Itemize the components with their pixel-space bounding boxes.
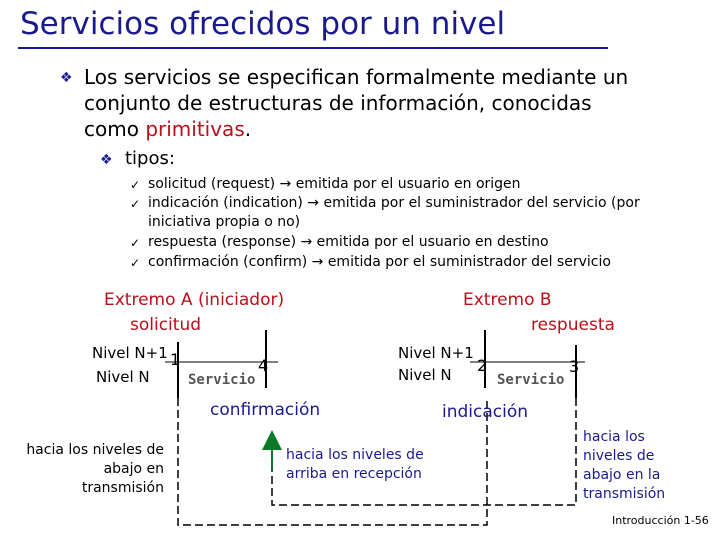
nivel-n-label-a: Nivel N [96,368,150,386]
item-respuesta: respuesta (response) → emitida por el usuario en destino [148,234,549,250]
left-note [22,441,164,498]
mid-note-line-1: hacia los niveles de [286,447,424,463]
step-2-label: 2 [477,356,488,375]
step-3-label: 3 [569,357,580,376]
right-note [583,428,665,504]
nivel-n1-label-a: Nivel N+1 [92,344,168,362]
intro-line-2: conjunto de estructuras de información, conocidas [84,91,592,115]
left-note-line-2: abajo en [103,461,164,477]
left-note-line-1: hacia los niveles de [26,442,164,458]
mid-note-line-2: arriba en recepción [286,466,422,482]
confirmacion-label: confirmación [210,400,321,420]
solicitud-label: solicitud [130,315,202,335]
slide-footer: Introducción 1-56 [612,514,709,527]
check-icon: ✓ [130,236,141,250]
nivel-n1-label-b: Nivel N+1 [398,344,474,362]
diamond-bullet-icon: ❖ [60,70,73,86]
step-4-label: 4 [258,356,269,375]
check-icon: ✓ [130,178,141,192]
extremo-a-label: Extremo A (iniciador) [104,290,285,310]
intro-line-1: Los servicios se especifican formalmente mediante un [84,65,629,89]
item-indicacion-cont: iniciativa propia o no) [148,214,301,230]
item-confirmacion: confirmación (confirm) → emitida por el suministrador del servicio [148,254,611,270]
check-icon: ✓ [130,256,141,270]
right-note-line-3: abajo en la [583,467,661,483]
indicacion-label: indicación [442,402,529,422]
mid-note [286,446,424,484]
intro-line-3-prefix: como [84,117,139,141]
step-1-label: 1 [170,350,181,369]
right-note-line-1: hacia los [583,429,645,445]
respuesta-label: respuesta [531,315,615,335]
page-title: Servicios ofrecidos por un nivel [20,6,506,42]
right-note-line-2: niveles de [583,448,655,464]
servicio-label-b: Servicio [497,372,565,388]
extremo-b-label: Extremo B [463,290,552,310]
right-note-line-4: transmisión [583,486,666,502]
check-icon: ✓ [130,197,141,211]
tipos-heading: tipos: [125,148,175,169]
item-indicacion: indicación (indication) → emitida por el suministrador del servicio (por [148,195,640,211]
nivel-n-label-b: Nivel N [398,366,452,384]
left-note-line-3: transmisión [81,480,164,496]
servicio-label-a: Servicio [188,372,256,388]
diamond-bullet-icon: ❖ [100,152,113,168]
intro-line-3-suffix: . [244,117,252,141]
primitivas-term: primitivas [145,117,245,141]
item-solicitud: solicitud (request) → emitida por el usuario en origen [148,176,521,192]
